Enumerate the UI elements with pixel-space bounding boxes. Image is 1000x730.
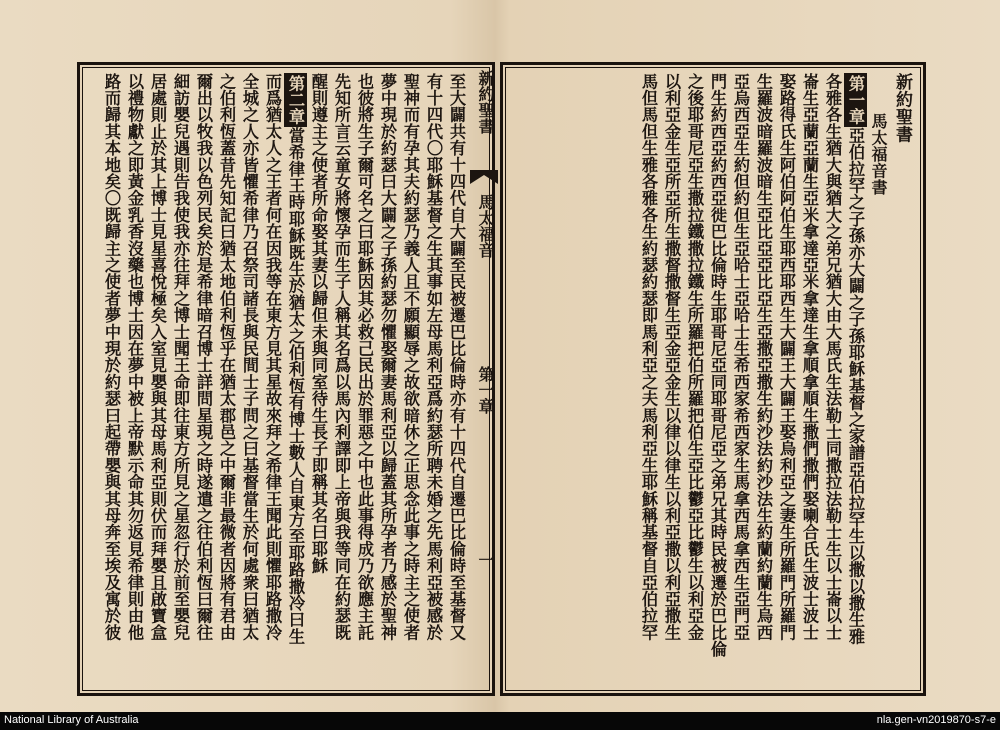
text-column: 之後耶哥尼亞生撒拉鐵撒拉鐵生所羅把伯所羅把伯生亞比鬱亞比鬱生以利亞金 xyxy=(685,73,704,641)
text-column: 各雅各生猶大與猶大之弟兄猶大由大馬氏生法勒士同撒拉法勒士生以士崙以士 xyxy=(823,73,842,641)
text-column: 細訪嬰兒遇則告我使我亦往拜之博士聞王命即往東方所見之星忽行於前至嬰兒 xyxy=(171,73,190,641)
text-column: 以利亞金生亞所亞所生撒督撒督生亞金亞金生以律以律生以利亞撒以利亞撒生 xyxy=(662,73,681,641)
text-column: 也彼將生子爾可名之曰耶穌因其必救己民出於罪惡之中也此事得成乃欲應主託 xyxy=(355,73,374,641)
text-span: 當希律王時耶穌既生於猶太之伯利恆有博士數人自東方至耶路撒冷曰生 xyxy=(286,127,305,645)
text-column: 居處則止於其上博士見星喜悅極矣入室見嬰與其母馬利亞則伏而拜嬰且啟寶盒 xyxy=(148,73,167,641)
left-page-columns xyxy=(90,73,468,685)
text-column: 全城之人亦皆懼希律乃召祭司諸長與民間士子問之曰基督當生於何處衆曰猶太 xyxy=(240,73,259,641)
text-column xyxy=(284,73,307,685)
text-column: 聖神而有孕其夫約瑟乃義人且不願顯辱之故欲暗休之正思念此事之時主之使者 xyxy=(401,73,420,641)
text-column: 崙生亞蘭亞蘭生亞米拿達亞米拿達生拿順拿順生撒們撒們娶喇合氏生波士波士 xyxy=(800,73,819,641)
text-column: 至大闢共有十四代自大闢至民被遷巴比倫時亦有十四代自遷巴比倫時至基督又 xyxy=(447,73,466,641)
text-column xyxy=(844,73,867,685)
page-spine xyxy=(470,66,498,686)
text-column: 路而歸其本地矣〇既歸主之使者夢中現於約瑟曰起帶嬰與其母奔至埃及寓於彼 xyxy=(102,73,121,641)
text-column: 而爲猶太人之王者何在因我等在東方見其星故來拜之希律王聞此則懼耶路撒冷 xyxy=(263,73,282,641)
text-column: 先知所言云童女將懷孕而生子人稱其名爲以馬內利譯即上帝與我等同在約瑟既 xyxy=(332,73,351,641)
text-column: 有十四代〇耶穌基督之生其事如左母馬利亞爲約瑟所聘未婚之先馬利亞被感於 xyxy=(424,73,443,641)
right-page-columns xyxy=(513,73,913,685)
text-column: 門生約西亞約西亞徙巴比倫時生耶哥尼亞同耶哥尼亞之弟兄其時民被遷於巴比倫 xyxy=(708,73,727,658)
text-column: 亞烏西亞生約但約但生亞哈士亞哈士生希西家希西家生馬拿西馬拿西生亞門亞 xyxy=(731,73,750,641)
book-title: 馬太福音書 xyxy=(869,113,888,196)
spine-book-name: 馬太福音 xyxy=(476,194,495,258)
footer-bar xyxy=(0,712,1000,730)
chapter-marker: 第一章 xyxy=(846,75,865,126)
right-page xyxy=(500,62,926,696)
text-column: 夢中現於約瑟曰大闢之子孫約瑟勿懼娶爾妻馬利亞以歸蓋其所孕者乃感於聖神 xyxy=(378,73,397,641)
left-page xyxy=(77,62,495,696)
fishtail-mark-icon xyxy=(470,170,498,184)
text-column: 娶路得氏生阿伯阿伯生耶西耶西生大闢王大闢王娶烏利亞之妻生所羅門所羅門 xyxy=(777,73,796,641)
text-column: 馬但馬但生雅各雅各生約瑟約瑟即馬利亞之夫馬利亞生耶穌稱基督自亞伯拉罕 xyxy=(639,73,658,641)
footer-library-name: National Library of Australia xyxy=(4,714,139,726)
text-span: 亞伯拉罕之子孫亦大闢之子孫耶穌基督之家譜亞伯拉罕生以撒以撒生雅 xyxy=(846,127,865,645)
footer-identifier: nla.gen-vn2019870-s7-e xyxy=(876,714,996,726)
chapter-marker: 第二章 xyxy=(286,75,305,126)
text-column: 爾出以牧我以色列民矣於是希律暗召博士詳問星現之時遂遣之往伯利恆曰爾往 xyxy=(194,73,213,641)
text-column: 之伯利恆蓋昔先知記曰猶太地伯利恆乎在猶太郡邑之中爾非最微者因將有君由 xyxy=(217,73,236,641)
spine-book-title: 新約聖書 xyxy=(476,70,495,134)
text-column: 生羅波暗羅波暗生亞比亞亞比亞生亞撒亞撒生約沙法約沙法生約蘭約蘭生烏西 xyxy=(754,73,773,641)
text-column: 醒則遵主之使者所命娶其妻以歸但未與同室待生長子即稱其名曰耶穌 xyxy=(309,73,328,574)
spine-chapter: 第一章 xyxy=(476,366,495,414)
spine-leaf-number: 一 xyxy=(476,552,495,568)
text-column: 以禮物獻之即黃金乳香沒藥也博士因在夢中被上帝默示命其勿返見希律則由他 xyxy=(125,73,144,641)
page-title: 新約聖書 xyxy=(892,73,912,143)
